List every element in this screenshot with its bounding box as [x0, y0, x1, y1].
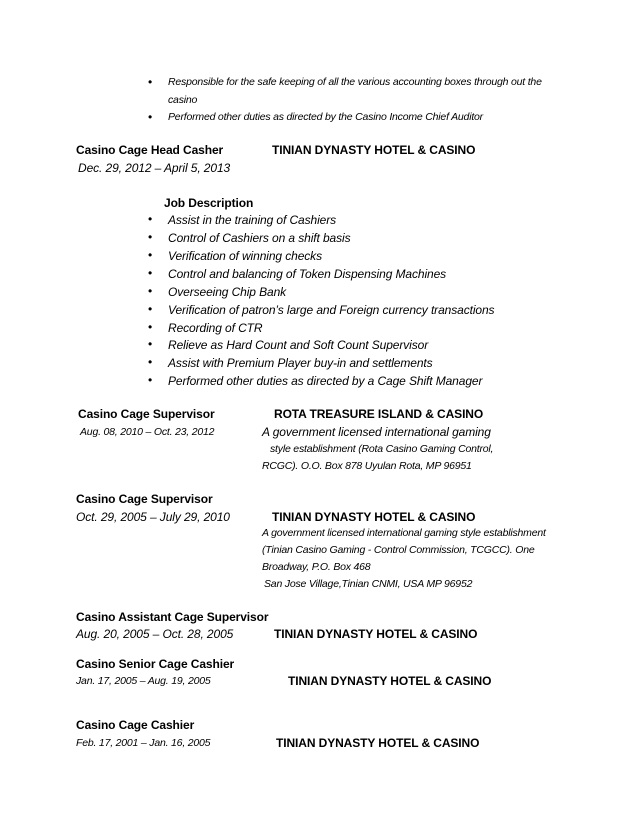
- bullet-icon: •: [148, 337, 153, 351]
- job-dates: Aug. 20, 2005 – Oct. 28, 2005: [76, 627, 234, 641]
- job-description-line: San Jose Village,Tinian CNMI, USA MP 96952: [264, 578, 473, 590]
- top-bullet-1-line-2: casino: [168, 94, 198, 106]
- bullet-icon: •: [148, 302, 153, 316]
- bullet-icon: •: [148, 320, 153, 334]
- duty-item: Performed other duties as directed by a Cage Shift Manager: [168, 374, 483, 388]
- duty-item: Recording of CTR: [168, 321, 263, 335]
- job-description-line: RCGC). O.O. Box 878 Uyulan Rota, MP 96951: [262, 460, 472, 472]
- job-description-line: Broadway, P.O. Box 468: [262, 561, 371, 573]
- job-title: Casino Senior Cage Cashier: [76, 657, 235, 671]
- job-employer: ROTA TREASURE ISLAND & CASINO: [274, 407, 484, 421]
- job-employer: TINIAN DYNASTY HOTEL & CASINO: [272, 143, 476, 157]
- job-description-line: A government licensed international gaming style establishment: [262, 527, 546, 539]
- job-title: Casino Assistant Cage Supervisor: [76, 610, 269, 624]
- duty-item: Assist in the training of Cashiers: [168, 213, 337, 227]
- job-employer: TINIAN DYNASTY HOTEL & CASINO: [276, 736, 480, 750]
- bullet-icon: •: [148, 212, 153, 226]
- job-description-line: A government licensed international gaming: [262, 425, 491, 439]
- job-title: Casino Cage Supervisor: [76, 492, 213, 506]
- duty-item: Control of Cashiers on a shift basis: [168, 231, 351, 245]
- duty-item: Relieve as Hard Count and Soft Count Supervisor: [168, 338, 429, 352]
- job-title: Casino Cage Supervisor: [78, 407, 215, 421]
- bullet-icon: •: [148, 230, 153, 244]
- job-employer: TINIAN DYNASTY HOTEL & CASINO: [272, 510, 476, 524]
- top-bullet-1-line-1: Responsible for the safe keeping of all the various accounting boxes through out the: [168, 76, 542, 88]
- job-dates: Jan. 17, 2005 – Aug. 19, 2005: [76, 675, 211, 687]
- job-description-line: style establishment (Rota Casino Gaming Control,: [270, 443, 494, 455]
- bullet-icon: •: [148, 373, 153, 387]
- job-description-heading: Job Description: [164, 196, 254, 210]
- bullet-icon: •: [148, 284, 153, 298]
- bullet-icon: •: [148, 266, 153, 280]
- duty-item: Verification of patron’s large and Foreign currency transactions: [168, 303, 495, 317]
- job-dates: Aug. 08, 2010 – Oct. 23, 2012: [80, 426, 215, 438]
- duty-item: Control and balancing of Token Dispensing Machines: [168, 267, 447, 281]
- top-bullet-2: Performed other duties as directed by the Casino Income Chief Auditor: [168, 111, 483, 123]
- duty-item: Overseeing Chip Bank: [168, 285, 287, 299]
- duty-item: Verification of winning checks: [168, 249, 322, 263]
- bullet-icon: •: [148, 248, 153, 262]
- bullet-icon: •: [148, 75, 153, 89]
- job-dates: Feb. 17, 2001 – Jan. 16, 2005: [76, 737, 211, 749]
- job-employer: TINIAN DYNASTY HOTEL & CASINO: [274, 627, 478, 641]
- duty-item: Assist with Premium Player buy-in and settlements: [168, 356, 433, 370]
- job-dates: Dec. 29, 2012 – April 5, 2013: [78, 161, 231, 175]
- job-description-line: (Tinian Casino Gaming - Control Commission, TCGCC). One: [262, 544, 535, 556]
- bullet-icon: •: [148, 355, 153, 369]
- job-title: Casino Cage Cashier: [76, 718, 195, 732]
- job-dates: Oct. 29, 2005 – July 29, 2010: [76, 510, 230, 524]
- job-employer: TINIAN DYNASTY HOTEL & CASINO: [288, 674, 492, 688]
- bullet-icon: •: [148, 110, 153, 124]
- job-title: Casino Cage Head Casher: [76, 143, 224, 157]
